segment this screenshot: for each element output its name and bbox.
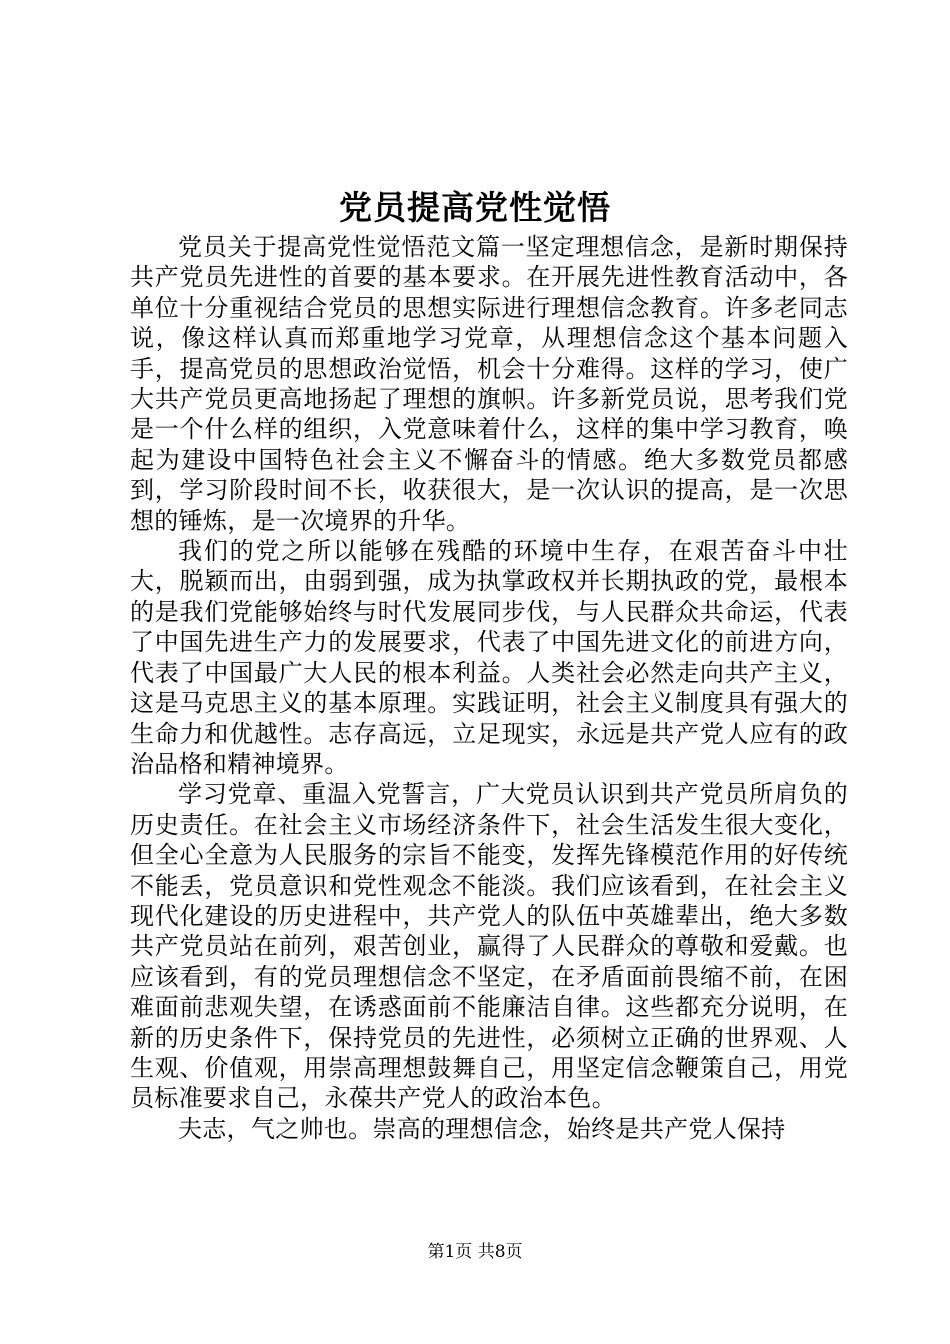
page-number-footer: 第1页 共8页	[427, 1242, 523, 1262]
paragraph-3: 学习党章、重温入党誓言，广大党员认识到共产党员所肩负的历史责任。在社会主义市场经济条件下，社会生活发生很大变化，但全心全意为人民服务的宗旨不能变，发挥先锋模范作用的好传统不能丢，党员意识和党性观念不能淡。我们应该看到，在社会主义现代化建设的历史进程中，共产党人的队伍中英雄辈出，绝大多数共产党员站在前列，艰苦创业，赢得了人民群众的尊敬和爱戴。也应该看到，有的党员理想信念不坚定，在矛盾面前畏缩不前，在困难面前悲观失望，在诱惑面前不能廉洁自律。这些都充分说明，在新的历史条件下，保持党员的先进性，必须树立正确的世界观、人生观、价值观，用崇高理想鼓舞自己，用坚定信念鞭策自己，用党员标准要求自己，永葆共产党人的政治本色。	[130, 780, 848, 1113]
document-body	[130, 232, 848, 1144]
paragraph-2: 我们的党之所以能够在残酷的环境中生存，在艰苦奋斗中壮大，脱颖而出，由弱到强，成为执掌政权并长期执政的党，最根本的是我们党能够始终与时代发展同步伐，与人民群众共命运，代表了中国先进生产力的发展要求，代表了中国先进文化的前进方向，代表了中国最广大人民的根本利益。人类社会必然走向共产主义，这是马克思主义的基本原理。实践证明，社会主义制度具有强大的生命力和优越性。志存高远，立足现实，永远是共产党人应有的政治品格和精神境界。	[130, 537, 848, 778]
paragraph-4: 夫志，气之帅也。崇高的理想信念，始终是共产党人保持	[178, 1114, 786, 1143]
document-title: 党员提高党性觉悟	[339, 188, 611, 227]
paragraph-1: 党员关于提高党性觉悟范文篇一坚定理想信念，是新时期保持共产党员先进性的首要的基本要求。在开展先进性教育活动中，各单位十分重视结合党员的思想实际进行理想信念教育。许多老同志说，像这样认真而郑重地学习党章，从理想信念这个基本问题入手，提高党员的思想政治觉悟，机会十分难得。这样的学习，使广大共产党员更高地扬起了理想的旗帜。许多新党员说，思考我们党是一个什么样的组织，入党意味着什么，这样的集中学习教育，唤起为建设中国特色社会主义不懈奋斗的情感。绝大多数党员都感到，学习阶段时间不长，收获很大，是一次认识的提高，是一次思想的锤炼，是一次境界的升华。	[130, 233, 848, 535]
